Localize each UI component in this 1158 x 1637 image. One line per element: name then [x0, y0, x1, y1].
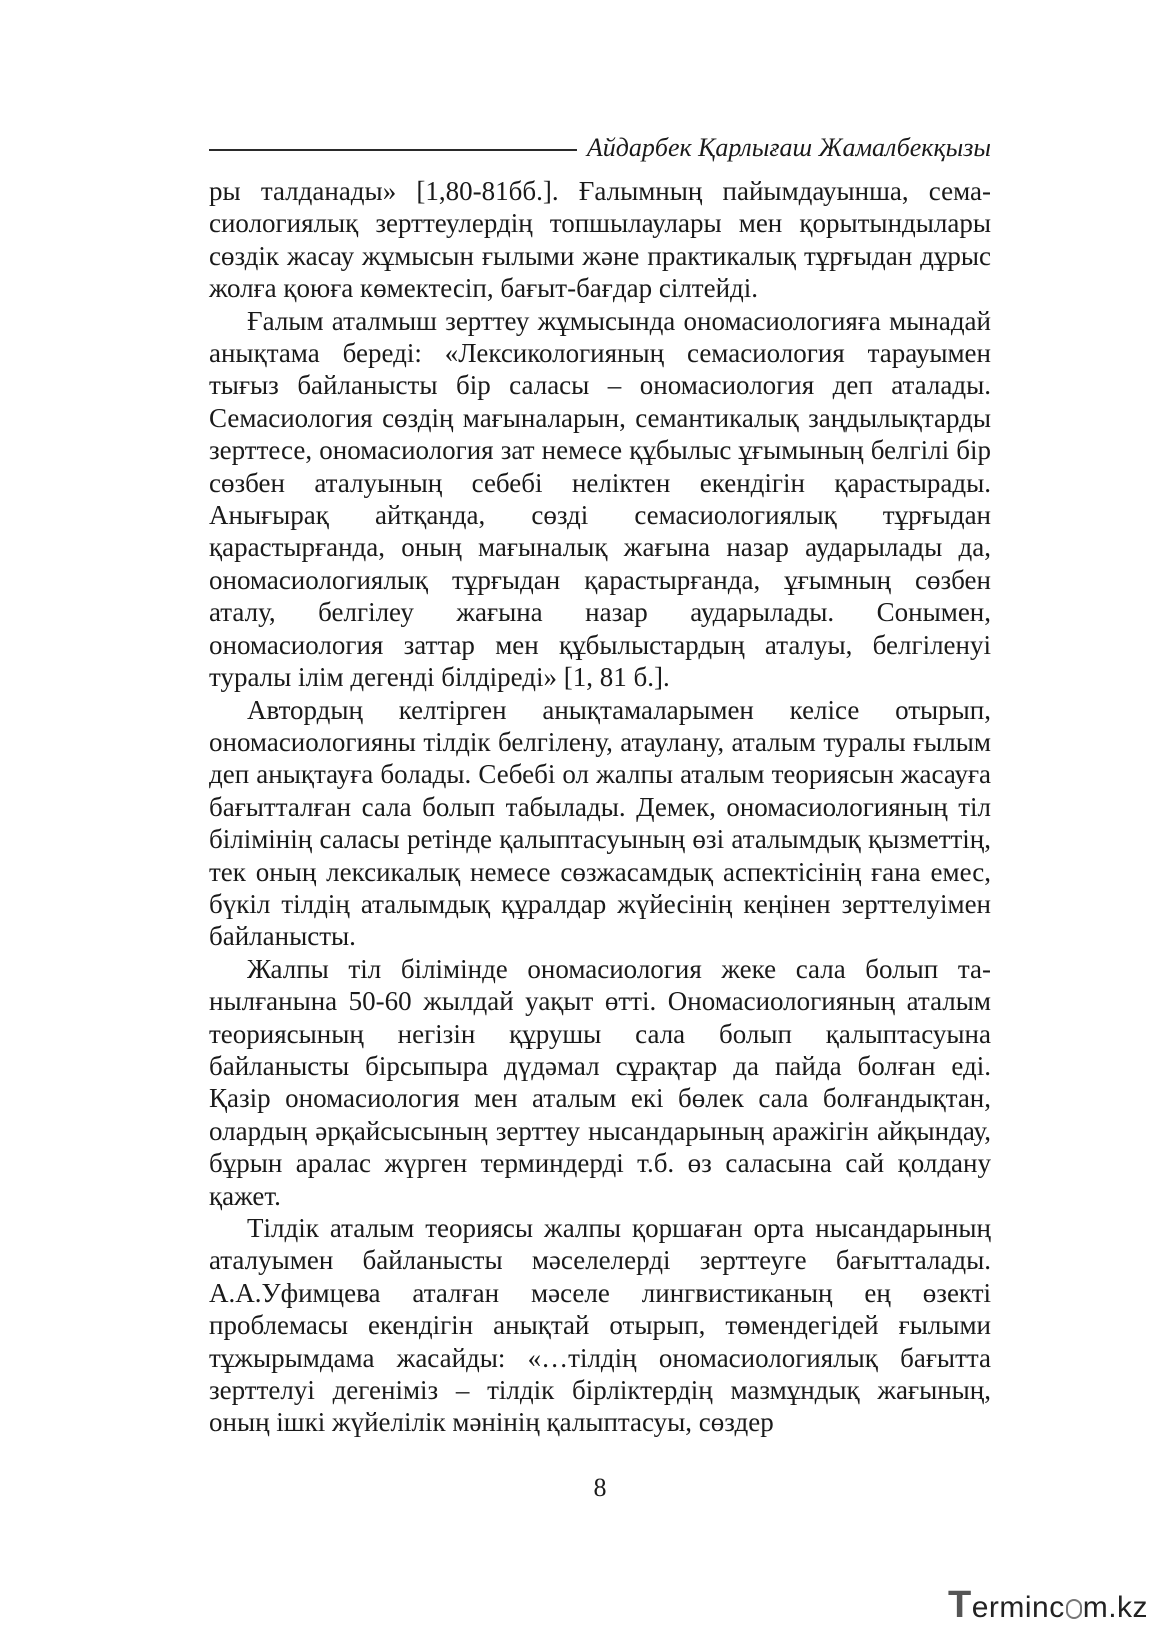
running-header	[209, 130, 991, 166]
paragraph-4: Жалпы тіл білімінде ономасиология жеке сала болып танылғанына 50-60 жылдай уақыт өтті. Ономасиологияның аталым теориясының негізін құрушы сала болып қалыптасуына байланысты бірсыпыра дүдәмал сұрақтар да пайда болған еді. Қазір ономасиология мен аталым екі бөлек сала болғандықтан, олардың әрқайсысының зерттеу нысандарының аражігін айқындау, бұрын аралас жүрген терминдерді т.б. өз саласына сай қолдану қажет.	[209, 953, 991, 1211]
header-rule	[209, 149, 577, 151]
watermark-logo	[948, 1584, 1148, 1627]
paragraph-5: Тілдік аталым теориясы жалпы қоршаған орта нысандарының аталуымен байланысты мәселелерді зерттеуге бағытталады. А.А.Уфимцева аталған мәселе лингвистиканың ең өзекті проблемасы екендігін анықтай отырып, төмендегідей ғылыми тұжырымдама жасайды: «…тілдің ономасиологиялық бағытта зерттелуі дегеніміз – тілдік бірліктердің мазмұндық жағының, оның ішкі жүйелілік мәнінің қалыптасуы, сөздер	[209, 1213, 991, 1438]
paragraph-1: ры талданады» [1,80-81бб.]. Ғалымның пайымдауынша, семасиологиялық зерттеулердің топшылаулары мен қорытындылары сөздік жасау жұмысын ғылыми және практикалық тұрғыдан дұрыс жолға қоюға көмектесіп, бағыт-бағдар сілтейді.	[209, 176, 991, 304]
header-author: Айдарбек Қарлығаш Жамалбекқызы	[586, 133, 991, 162]
mouse-icon	[1066, 1599, 1082, 1619]
paragraph-2: Ғалым аталмыш зерттеу жұмысында ономасиологияға мынадай анықтама береді: «Лексикологияның семасиология тарауымен тығыз байланысты бір саласы – ономасиология деп аталады. Семасиология сөздің мағыналарын, семантикалық заңдылықтарды зерттесе, ономасиология зат немесе құбылыс ұғымының белгілі бір сөзбен аталуының себебі неліктен екендігін қарастырады. Анығырақ айтқанда, сөзді семасиологиялық тұрғыдан қарастырғанда, оның мағыналық жағына назар аударылады да, ономасиологиялық тұрғыдан қарастырғанда, ұғымның сөзбен аталу, белгілеу жағына назар аударылады. Сонымен, ономасиология заттар мен құбылыстардың аталуы, белгіленуі туралы ілім дегенді білдіреді» [1, 81 б.].	[209, 305, 991, 693]
watermark-text-part2: m.kz	[1082, 1591, 1149, 1624]
body-text	[209, 175, 991, 1439]
watermark-text-part1: erminc	[971, 1591, 1065, 1624]
watermark-letter-t: T	[948, 1584, 972, 1626]
page-number: 8	[593, 1473, 607, 1502]
paragraph-3: Автордың келтірген анықтамаларымен келісе отырып, ономасиологияны тілдік белгілену, атаулану, аталым туралы ғылым деп анықтауға болады. Себебі ол жалпы аталым теориясын жасауға бағытталған сала болып табылады. Демек, ономасиологияның тіл білімінің саласы ретінде қалыптасуының өзі аталымдық қызметтің, тек оның лексикалық немесе сөзжасамдық аспектісінің ғана емес, бүкіл тілдің аталымдық құралдар жүйесінің кеңінен зерттелуімен байланысты.	[209, 694, 991, 952]
